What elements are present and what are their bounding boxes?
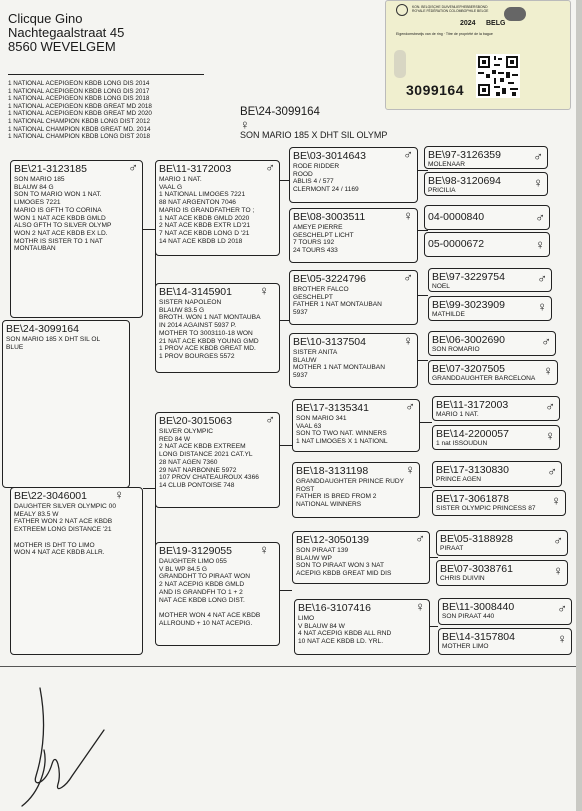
connector <box>430 626 438 627</box>
header-divider <box>8 74 204 75</box>
detail-line: RED 84 W <box>159 435 191 443</box>
female-symbol-icon: ♀ <box>415 599 425 614</box>
card-details <box>159 176 276 245</box>
pedigree-card-g6 <box>428 296 552 321</box>
pedigree-card-mother <box>10 487 143 655</box>
ring-number: BE\99-3023909 <box>432 299 505 311</box>
male-symbol-icon: ♂ <box>547 464 557 479</box>
pedigree-card-subject <box>2 320 130 488</box>
detail-line: 2 NAT ACEPIG KBDB GMLD <box>159 581 245 589</box>
pedigree-card-g11 <box>432 461 562 487</box>
ring-number: 04-0000840 <box>428 211 485 223</box>
card-details <box>432 283 548 291</box>
detail-line: 2 NAT ACE KBDB EXTR LD'21 <box>159 222 251 230</box>
detail-line: RODE RIDDER <box>293 163 340 170</box>
subject-parents: SON MARIO 185 X DHT SIL OLYMP <box>240 130 388 140</box>
ring-number: BE\22-3046001 <box>14 490 87 502</box>
detail-line: 1 NAT ACE KBDB GMLD 2020 <box>159 214 250 222</box>
card-details <box>296 415 416 446</box>
card-details <box>428 187 544 195</box>
card-details <box>159 299 276 361</box>
card-details <box>442 643 568 651</box>
detail-line: MONTAUBAN <box>14 245 56 253</box>
detail-line: MOTHR IS SISTER TO 1 NAT <box>14 237 103 245</box>
card-details <box>293 163 414 194</box>
detail-line: SON PIRAAT 440 <box>442 613 495 620</box>
detail-line: 1 NAT LIMOGES X 1 NATIONL <box>296 438 388 446</box>
owner-street: Nachtegaalstraat 45 <box>8 25 125 40</box>
card-details <box>432 375 554 383</box>
qr-code-icon <box>476 54 520 98</box>
male-symbol-icon: ♂ <box>415 531 425 546</box>
female-symbol-icon: ♀ <box>533 175 543 190</box>
detail-line: SON TO MARIO WON 1 NAT. <box>14 191 102 199</box>
detail-line: 2 NAT ACE KBDB EXTREEM <box>159 443 246 451</box>
male-symbol-icon: ♂ <box>553 533 563 548</box>
male-symbol-icon: ♂ <box>403 270 413 285</box>
detail-line: MARIO 1 NAT. <box>436 411 479 418</box>
card-details <box>293 286 414 317</box>
ring-number: BE\11-3172003 <box>159 163 232 175</box>
female-symbol-icon: ♀ <box>537 299 547 314</box>
card-details <box>432 311 548 319</box>
detail-line: ROOD <box>293 170 313 178</box>
owner-name: Clicque Gino <box>8 11 83 26</box>
detail-line: GESCHELPT <box>293 293 333 301</box>
male-symbol-icon: ♂ <box>545 399 555 414</box>
ring-number: BE\97-3229754 <box>432 271 505 283</box>
detail-line: PIRAAT <box>440 545 464 552</box>
card-details <box>436 505 562 513</box>
pedigree-card-mf <box>155 412 280 508</box>
honor-item: 1 NATIONAL ACEPIGEON KBDB LONG DIS 2017 <box>8 87 150 95</box>
detail-line: IN 2014 AGAINST 5937 P. <box>159 322 237 330</box>
detail-line: PRICILIA <box>428 187 456 194</box>
detail-line: LIMOGES 7221 <box>14 199 61 207</box>
honor-item: 1 NATIONAL ACEPIGEON KBDB LONG DIS 2018 <box>8 95 150 103</box>
detail-line: BROTHER FALCO <box>293 286 349 293</box>
honor-item: 1 NATIONAL CHAMPION KBDB LONG DIST 2018 <box>8 133 150 141</box>
male-symbol-icon: ♂ <box>128 160 138 175</box>
pedigree-card-g12 <box>432 490 566 516</box>
card-details <box>296 478 416 509</box>
detail-line: 7 TOURS 192 <box>293 239 335 247</box>
detail-line: SON TO TWO NAT. WINNERS <box>296 430 387 438</box>
detail-line: BLAUW WP <box>296 554 332 562</box>
card-details <box>6 336 126 351</box>
honor-item: 1 NATIONAL ACEPIGEON KBDB GREAT MD 2020 <box>8 110 152 118</box>
ring-number: 3099164 <box>406 82 465 98</box>
pedigree-card-mmf <box>292 531 430 584</box>
card-details <box>436 411 556 419</box>
detail-line: ALLROUND + 10 NAT ACEPIG. <box>159 619 253 627</box>
detail-line: MOTHER WON 4 NAT ACE KBDB <box>159 611 261 619</box>
ring-number: BE\08-3003511 <box>293 211 366 223</box>
ring-card-header: KON. BELGISCHE DUIVENLIEFHEBBERSBOND ROYALE FÉDÉRATION COLOMBOPHILE BELGE <box>412 5 489 14</box>
detail-line: 88 NAT ARGENTON 7046 <box>159 199 236 207</box>
pedigree-card-fmf <box>289 270 418 325</box>
detail-line: 21 NAT ACE KBDB YOUNG GMD <box>159 337 259 345</box>
footer-divider <box>0 666 576 667</box>
card-details <box>442 613 568 621</box>
connector <box>143 229 155 230</box>
detail-line: 1 nat ISSOUDUN <box>436 440 488 447</box>
pedigree-card-g7 <box>428 331 556 356</box>
ring-number: BE\20-3015063 <box>159 415 232 427</box>
detail-line: 1 NATIONAL LIMOGES 7221 <box>159 191 246 199</box>
pedigree-card-g2 <box>424 172 548 196</box>
detail-line: SON TO PIRAAT WON 3 NAT <box>296 562 385 570</box>
detail-line: MATHILDE <box>432 311 465 318</box>
female-symbol-icon: ♀ <box>259 283 269 298</box>
ring-number: BE\05-3224796 <box>293 273 366 285</box>
detail-line: MEALY 83.5 W <box>14 510 59 518</box>
detail-line: GRANDDAUGHTER BARCELONA <box>432 375 536 382</box>
detail-line: AND IS GRANDFH TO 1 + 2 <box>159 588 243 596</box>
detail-line: LONG DISTANCE 2021 CAT.YL <box>159 451 253 459</box>
ring-number: BE\07-3207505 <box>432 363 505 375</box>
ring-number: BE\17-3130830 <box>436 464 509 476</box>
honor-item: 1 NATIONAL CHAMPION KBDB GREAT MD. 2014 <box>8 125 151 133</box>
detail-line: DAUGHTER SILVER OLYMPIC 00 <box>14 503 116 510</box>
detail-line: 14 NAT ACE KBDB LD 2018 <box>159 237 243 245</box>
pedigree-card-g10 <box>432 425 560 450</box>
card-details <box>436 440 556 448</box>
pedigree-card-g3 <box>424 205 550 230</box>
detail-line: ALSO GFTH TO SILVER OLYMP <box>14 222 112 230</box>
detail-line: BLAUW <box>293 356 317 364</box>
card-details <box>293 349 414 380</box>
ring-number: BE\19-3129055 <box>159 545 232 557</box>
female-symbol-icon: ♀ <box>403 333 413 348</box>
male-symbol-icon: ♂ <box>541 334 551 349</box>
handwritten-signature <box>0 680 140 810</box>
card-details <box>432 346 552 354</box>
card-details <box>14 503 139 557</box>
connector <box>143 488 155 489</box>
honor-item: 1 NATIONAL CHAMPION KBDB LONG DIST 2012 <box>8 117 150 125</box>
detail-line: MOTHER LIMO <box>442 643 489 650</box>
female-symbol-icon: ♀ <box>553 563 563 578</box>
card-details <box>14 176 139 253</box>
female-symbol-icon: ♀ <box>545 428 555 443</box>
federation-emblem-icon <box>504 7 526 21</box>
connector <box>430 557 438 558</box>
connector <box>420 422 432 423</box>
tag-hole <box>394 50 406 78</box>
detail-line: SISTER ANITA <box>293 349 338 356</box>
detail-line: BROTH. WON 1 NAT MONTAUBA <box>159 314 261 322</box>
male-symbol-icon: ♂ <box>403 147 413 162</box>
card-details <box>440 545 564 553</box>
female-symbol-icon: ♀ <box>535 237 545 252</box>
card-details <box>428 161 544 169</box>
detail-line: SISTER NAPOLEON <box>159 299 222 306</box>
card-details <box>440 575 564 583</box>
honor-item: 1 NATIONAL ACEPIGEON KBDB GREAT MD 2018 <box>8 102 152 110</box>
ring-number: BE\17-3135341 <box>296 402 369 414</box>
pedigree-card-g5 <box>428 268 552 292</box>
honor-item: 1 NATIONAL ACEPIGEON KBDB LONG DIS 2014 <box>8 80 150 87</box>
pedigree-card-fm <box>155 283 280 373</box>
detail-line: ABLIS 4 / 577 <box>293 178 334 186</box>
detail-line: VAAL 63 <box>296 422 322 430</box>
pedigree-card-g15 <box>438 598 572 625</box>
pedigree-card-fff <box>289 147 418 203</box>
ring-number: 05-0000672 <box>428 238 485 250</box>
detail-line: BLAUW 83.5 G <box>159 306 205 314</box>
pedigree-card-mm <box>155 542 280 646</box>
detail-line: VAAL G <box>159 183 183 191</box>
detail-line: FATHER IS BRED FROM 2 <box>296 493 377 501</box>
detail-line: SON MARIO 341 <box>296 415 347 422</box>
detail-line: WON 1 NAT ACE KBDB GMLD <box>14 214 106 222</box>
connector <box>418 170 428 171</box>
pedigree-card-father <box>10 160 143 318</box>
ring-number: BE\11-3008440 <box>442 601 515 613</box>
ring-number: BE\14-3157804 <box>442 631 515 643</box>
female-symbol-icon: ♀ <box>557 631 567 646</box>
detail-line: BLAUW 84 G <box>14 183 54 191</box>
ring-card-note: Eigendomsbewijs van de ring · Titre de propriété de la bague <box>396 32 493 36</box>
detail-line: 5937 <box>293 309 308 317</box>
detail-line: MARIO IS GRANDFATHER TO ; <box>159 206 255 214</box>
ring-number: BE\12-3050139 <box>296 534 369 546</box>
subject-ring: BE\24-3099164 <box>240 106 320 118</box>
detail-line <box>159 604 276 612</box>
connector <box>418 230 428 231</box>
female-symbol-icon: ♀ <box>114 487 124 502</box>
detail-line: EXTREEM LONG DISTANCE '21 <box>14 526 112 534</box>
card-details <box>436 476 558 484</box>
ring-number: BE\24-3099164 <box>6 323 79 335</box>
detail-line: MARIO 1 NAT. <box>159 176 202 183</box>
ring-number: BE\97-3126359 <box>428 149 501 161</box>
ring-number: BE\11-3172003 <box>436 399 509 411</box>
connector <box>280 590 292 591</box>
ring-number: BE\10-3137504 <box>293 336 366 348</box>
detail-line: SISTER OLYMPIC PRINCESS 87 <box>436 505 536 512</box>
card-details <box>159 428 276 490</box>
male-symbol-icon: ♂ <box>533 149 543 164</box>
ring-number: BE\14-2200057 <box>436 428 509 440</box>
detail-line: 7 NAT ACE KBDB LONG D '21 <box>159 229 250 237</box>
detail-line: NAT ACE KBDB LONG DIST. <box>159 596 245 604</box>
detail-line: ROST <box>296 485 315 493</box>
detail-line: SILVER OLYMPIC <box>159 428 213 435</box>
male-symbol-icon: ♂ <box>405 399 415 414</box>
female-symbol-icon: ♀ <box>551 493 561 508</box>
detail-line: GRANDDAUGHTER PRINCE RUDY <box>296 478 405 485</box>
ring-number: BE\03-3014643 <box>293 150 366 162</box>
kbdb-logo-icon <box>396 4 408 16</box>
connector <box>418 360 428 361</box>
pedigree-card-ffm <box>289 208 418 263</box>
detail-line: SON MARIO 185 <box>14 176 65 183</box>
detail-line: LIMO <box>298 615 315 622</box>
detail-line: 4 NAT ACEPIG KBDB ALL RND <box>298 630 392 638</box>
male-symbol-icon: ♂ <box>535 210 545 225</box>
detail-line: FATHER 1 NAT MONTAUBAN <box>293 301 382 309</box>
detail-line: MOTHER 1 NAT MONTAUBAN <box>293 364 385 372</box>
ring-number: BE\06-3002690 <box>432 334 505 346</box>
detail-line: 14 CLUB PONTOISE 748 <box>159 481 235 489</box>
detail-line: AMEYE PIERRE <box>293 224 343 231</box>
pedigree-card-g9 <box>432 396 560 421</box>
ring-number: BE\21-3123185 <box>14 163 87 175</box>
female-symbol-icon: ♀ <box>543 363 553 378</box>
honors-list <box>8 80 208 141</box>
detail-line: 107 PROV CHATEAUROUX 4366 <box>159 474 259 482</box>
pedigree-card-g13 <box>436 530 568 556</box>
card-details <box>298 615 426 646</box>
pedigree-card-ff <box>155 160 280 256</box>
pedigree-card-mfm <box>292 462 420 518</box>
detail-line: 24 TOURS 433 <box>293 247 338 255</box>
detail-line: 1 PROV ACE KBDB GREAT MD. <box>159 345 256 353</box>
detail-line: FATHER WON 2 NAT ACE KBDB <box>14 518 113 526</box>
detail-line: MARIO IS GFTH TO CORINA <box>14 206 102 214</box>
connector <box>280 445 292 446</box>
ring-number: BE\18-3131198 <box>296 465 369 477</box>
detail-line <box>14 534 139 542</box>
pedigree-card-fmm <box>289 333 418 388</box>
male-symbol-icon: ♂ <box>265 412 275 427</box>
ring-number: BE\17-3061878 <box>436 493 509 505</box>
pedigree-card-g4 <box>424 232 550 257</box>
pedigree-card-g1 <box>424 146 548 169</box>
owner-city: 8560 WEVELGEM <box>8 39 116 54</box>
ring-country: BELG <box>486 20 506 27</box>
connector <box>418 295 428 296</box>
detail-line: WON 4 NAT ACE KBDB ALLR. <box>14 549 105 557</box>
ring-number: BE\98-3120694 <box>428 175 501 187</box>
ring-number: BE\16-3107416 <box>298 602 371 614</box>
detail-line: V BL WP 84.5 G <box>159 565 208 573</box>
ring-year: 2024 <box>460 20 476 27</box>
detail-line: 1 PROV BOURGES 5572 <box>159 352 235 360</box>
card-details <box>159 558 276 627</box>
male-symbol-icon: ♂ <box>265 160 275 175</box>
pedigree-card-mmm <box>294 599 430 655</box>
female-symbol-icon: ♀ <box>240 117 250 132</box>
detail-line: MOLENAAR <box>428 161 466 168</box>
male-symbol-icon: ♂ <box>557 601 567 616</box>
pedigree-card-mff <box>292 399 420 452</box>
detail-line: NOEL <box>432 283 450 290</box>
card-details <box>296 547 426 578</box>
detail-line: 29 NAT NARBONNE 5972 <box>159 466 237 474</box>
detail-line: 5937 <box>293 372 308 380</box>
detail-line: CHRIS DUIVIN <box>440 575 485 582</box>
detail-line: NATIONAL WINNERS <box>296 501 362 509</box>
detail-line: BLUE <box>6 343 24 351</box>
card-details <box>293 224 414 255</box>
detail-line: 28 NAT AGEN 7360 <box>159 458 218 466</box>
detail-line: SON ROMARIO <box>432 346 480 353</box>
male-symbol-icon: ♂ <box>537 271 547 286</box>
ring-number: BE\14-3145901 <box>159 286 232 298</box>
detail-line: 10 NAT ACE KBDB LD. YRL. <box>298 638 384 646</box>
female-symbol-icon: ♀ <box>405 462 415 477</box>
female-symbol-icon: ♀ <box>403 208 413 223</box>
detail-line: V BLAUW 84 W <box>298 622 345 630</box>
detail-line: SON PIRAAT 139 <box>296 547 349 554</box>
detail-line: WON 2 NAT ACE KBDB EX LD. <box>14 229 108 237</box>
female-symbol-icon: ♀ <box>259 542 269 557</box>
detail-line: GESCHELPT LICHT <box>293 231 354 239</box>
connector <box>420 487 432 488</box>
detail-line: MOTHER IS DHT TO LIMO <box>14 541 95 549</box>
detail-line: MOTHER TO 3003110-18 WON <box>159 329 253 337</box>
detail-line: DAUGHTER LIMO 055 <box>159 558 227 565</box>
ring-number: BE\05-3188928 <box>440 533 513 545</box>
ring-number: BE\07-3038761 <box>440 563 513 575</box>
pedigree-card-g14 <box>436 560 568 586</box>
pedigree-card-g8 <box>428 360 558 385</box>
pedigree-card-g16 <box>438 628 572 655</box>
detail-line: GRANDDHT TO PIRAAT WON <box>159 573 250 581</box>
detail-line: PRINCE AGEN <box>436 476 482 483</box>
detail-line: CLERMONT 24 / 1169 <box>293 186 359 194</box>
detail-line: ACEPIG KBDB GREAT MID DIS <box>296 570 392 578</box>
detail-line: SON MARIO 185 X DHT SIL OL <box>6 336 101 343</box>
